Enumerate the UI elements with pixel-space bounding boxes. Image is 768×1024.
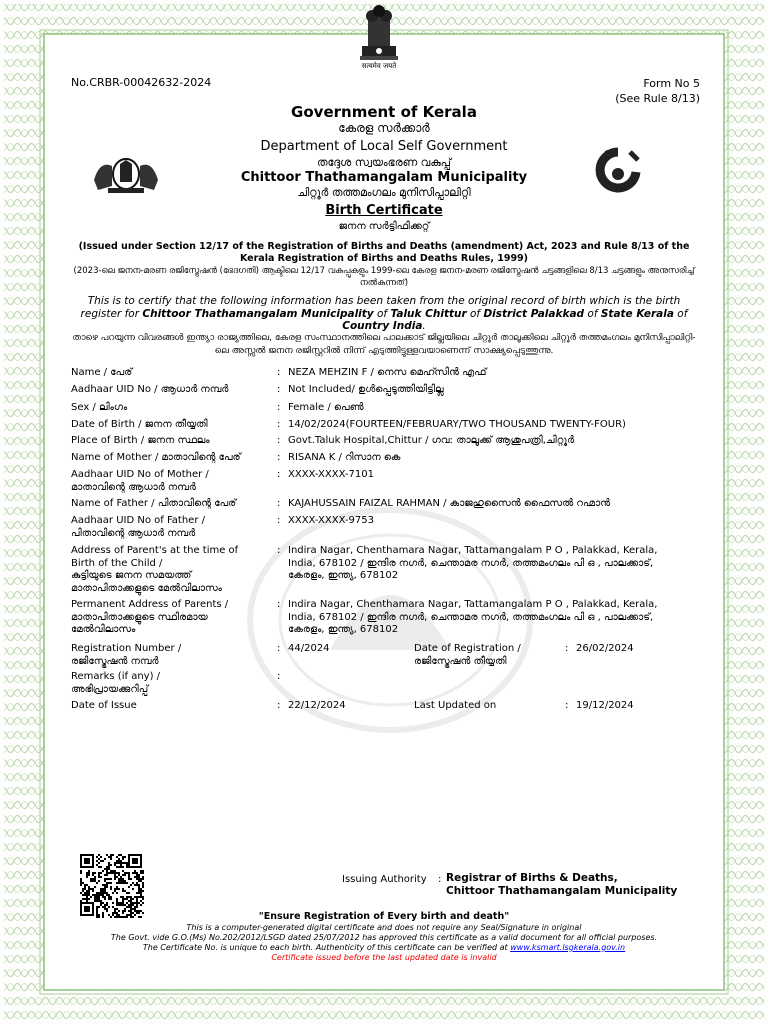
see-rule-text: (See Rule 8/13) <box>615 92 700 105</box>
municipality-title-ml: ചിറ്റൂർ തത്തമംഗലം മുനിസിപ്പാലിറ്റി <box>297 186 471 199</box>
field-label: Remarks (if any) / <box>71 671 161 682</box>
emblem-motto: सत्यमेव जयते <box>361 62 397 70</box>
certify-of: of <box>466 307 484 320</box>
field-label-ml: മാതാപിതാക്കളുടെ സ്ഥിരമായ <box>71 611 208 623</box>
invalid-warning: Certificate issued before the last updated date is invalid <box>271 953 497 962</box>
field-label: Date of Birth / ജനന തീയ്യതി <box>71 419 208 430</box>
certify-of: of <box>673 307 688 320</box>
last-updated-date: 19/12/2024 <box>576 700 634 711</box>
field-label-ml: അഭിപ്രായക്കുറിപ്പ് <box>71 683 149 695</box>
certify-end: . <box>422 320 426 332</box>
issued-under-text: (Issued under Section 12/17 of the Registration of Births and Deaths (amendment) Act, 2023 and Rule 8/13 of the Kerala Registration of Births and Deaths Rules, 1999) <box>78 241 690 264</box>
address-permanent-line: കേരളം, ഇന്ത്യ, 678102 <box>288 624 399 635</box>
child-aadhaar: Not Included/ ഉൾപ്പെടുത്തിയിട്ടില്ല <box>288 384 444 395</box>
mother-aadhaar: XXXX-XXXX-7101 <box>288 469 374 480</box>
certify-text: This is to certify that the following information has been taken from the original record of birth which is the birth register for <box>80 295 681 320</box>
municipality-title: Chittoor Thathamangalam Municipality <box>240 170 528 185</box>
form-no-text: Form No 5 <box>643 77 700 90</box>
field-label: Aadhaar UID No / ആധാർ നമ്പർ <box>71 384 229 395</box>
issued-under-text-ml: (2023-ലെ ജനന-മരണ രജിസ്ട്രേഷൻ (ഭേദഗതി) ആക്ടിലെ 12/17 വകുപ്പുകളും 1999-ലെ കേരള ജനന-മരണ രജിസ്ട്രേഷൻ ചട്ടങ്ങളിലെ 8/13 ചട്ടങ്ങളും അനുസരിച്ച് നൽകുന്നത്) <box>73 266 695 288</box>
certificate-number: No.CRBR-00042632-2024 <box>71 76 212 89</box>
child-sex: Female / പെൺ <box>288 402 364 413</box>
father-aadhaar: XXXX-XXXX-9753 <box>288 515 374 526</box>
government-title-ml: കേരള സർക്കാർ <box>338 121 430 135</box>
registration-number: 44/2024 <box>288 643 330 654</box>
qr-code-icon[interactable] <box>80 854 144 918</box>
address-permanent-line: India, 678102 / ഇന്ദിര നഗർ, ചെന്താമര നഗർ, തത്തമംഗലം പി ഒ , പാലക്കാട്, <box>288 611 654 623</box>
field-label: Registration Number / <box>71 643 182 654</box>
mother-name: RISANA K / റിസാന കെ <box>288 452 401 463</box>
field-label-ml: മേൽവിലാസം <box>71 624 136 635</box>
field-label: Aadhaar UID No of Father / <box>71 515 205 526</box>
field-label: Name / പേര് <box>71 367 133 378</box>
certificate-page: सत्यमेव जयते No.CRBR-00042632-2024 Form No 5 (See Rule 8/13) Government of Kerala കേരള സർക്കാർ Department of Local Self Government തദ്ദേശ സ്വയംഭരണ വകുപ്പ് Chittoor Thathamangalam Municipality ചിറ്റൂർ തത്തമംഗലം മുനിസിപ്പാലിറ്റി Birth Certificate ജനന സർട്ടിഫിക്കറ്റ് (Issued under Section 12/17 of the Registration of Births and Deaths (amendment) Act, 2023 and Rule 8/13 of the Kerala Registration of Births and Deaths Rules, 1999) (2023-ലെ ജനന-മരണ രജിസ്ട്രേഷൻ (ഭേദഗതി) ആക്ടിലെ 12/17 വകുപ്പുകളും 1999-ലെ കേരള ജനന-മരണ രജിസ്ട്രേഷൻ ചട്ടങ്ങളിലെ 8/13 ചട്ടങ്ങളും അനുസരിച്ച് നൽകുന്നത്) This is to certify that the following information has been taken from the original record of birth which is the birth register for Chittoor Thathamangalam Municipality of Taluk Chittur of District Palakkad of State Kerala of Country India. താഴെ പറയുന്ന വിവരങ്ങൾ ഇന്ത്യാ രാജ്യത്തിലെ, കേരള സംസ്ഥാനത്തിലെ പാലക്കാട് ജില്ലയിലെ ചിറ്റൂർ താലൂക്കിലെ ചിറ്റൂർ തത്തമംഗലം മുനിസിപ്പാലിറ്റി-ലെ അസ്സൽ ജനന രജിസ്റ്ററിൽ നിന്ന് എടുത്തിട്ടുള്ളവയാണെന്ന് സാക്ഷ്യപ്പെടുത്തുന്നു. Name / പേര് : NEZA MEHZIN F / നെസ മെഹ്സിൻ എഫ് Aadhaar UID No / ആധാർ നമ്പർ : Not Included/ ഉൾപ്പെടുത്തിയിട്ടില്ല Sex / ലിംഗം : Female / പെൺ Date of Birth / ജനന തീയ്യതി : 14/02/2024(FOURTEEN/FEBRUARY/TWO THOUSAND TWENTY-FOUR) Place of Birth / ജനന സ്ഥലം : Govt.Taluk Hospital,Chittur / ഗവ: താലൂക്ക് ആശുപത്രി,ചിറ്റൂർ Name of Mother / മാതാവിന്റെ പേര് : RISANA K / റിസാന കെ Aadhaar UID No of Mother / മാതാവിന്റെ ആധാർ നമ്പർ : XXXX-XXXX-7101 Name of Father / പിതാവിന്റെ പേര് : KAJAHUSSAIN FAIZAL RAHMAN / കാജഹുസൈൻ ഫൈസൽ റഹ്മാൻ Aadhaar UID No of Father / പിതാവിന്റെ ആധാർ നമ്പർ : XXXX-XXXX-9753 Address of Parent's at the time of Birth of the Child / കുട്ടിയുടെ ജനന സമയത്ത് മാതാപിതാക്കളുടെ മേൽവിലാസം : Indira Nagar, Chenthamara Nagar, Tattamangalam P O , Palakkad, Kerala, India, 678102 / ഇന്ദിര നഗർ, ചെന്താമര നഗർ, തത്തമംഗലം പി ഒ , പാലക്കാട്, കേരളം, ഇന്ത്യ, 678102 Permanent Address of Parents / മാതാപിതാക്കളുടെ സ്ഥിരമായ മേൽവിലാസം : Indira Nagar, Chenthamara Nagar, Tattamangalam P O , Palakkad, Kerala, India, 678102 / ഇന്ദിര നഗർ, ചെന്താമര നഗർ, തത്തമംഗലം പി ഒ , പാലക്കാട്, കേരളം, ഇന്ത്യ, 678102 Registration Number / രജിസ്ട്രേഷൻ നമ്പർ : 44/2024 Date of Registration / രജിസ്ട്രേഷൻ തീയ്യതി : 26/02/2024 Remarks (if any) / അഭിപ്രായക്കുറിപ്പ് : Date of Issue : 22/12/2024 Last Updated on : 19/12/2024 Issuing Authority : Registrar of Births & Deaths, Chittoor Thathamangalam Municipality "Ensure Registration of Every birth and death" This is a computer-generated digital certificate and does not require any Seal/Signature in original The Govt. vide G.O.(Ms) No.202/2012/LSGD dated 25/07/2012 has approved this certificate as a valid document for all official purposes. The Certificate No. is unique to each birth. Authenticity of this certificate can be verified at www.ksmart.lsgkerala.gov.in Certificate issued before the last updated date is invalid <box>0 0 768 1024</box>
certify-municipality: Chittoor Thathamangalam Municipality <box>142 307 374 320</box>
date-of-issue: 22/12/2024 <box>288 700 346 711</box>
department-title: Department of Local Self Government <box>260 139 508 154</box>
field-label-ml: പിതാവിന്റെ ആധാർ നമ്പർ <box>71 527 196 539</box>
field-label: Name of Mother / മാതാവിന്റെ പേര് <box>71 452 241 463</box>
field-label-ml: മാതാവിന്റെ ആധാർ നമ്പർ <box>71 481 196 493</box>
field-label: Place of Birth / ജനന സ്ഥലം <box>71 435 210 446</box>
field-label: Aadhaar UID No of Mother / <box>71 469 209 480</box>
government-title: Government of Kerala <box>291 103 477 121</box>
field-label: Last Updated on <box>414 700 497 711</box>
registrar-line: Registrar of Births & Deaths, <box>446 872 618 884</box>
field-label-ml: മാതാപിതാക്കളുടെ മേൽവിലാസം <box>71 582 222 594</box>
issuing-authority-label: Issuing Authority <box>342 874 427 885</box>
certify-taluk: Taluk Chittur <box>390 307 467 320</box>
certify-statement-ml: താഴെ പറയുന്ന വിവരങ്ങൾ ഇന്ത്യാ രാജ്യത്തിലെ, കേരള സംസ്ഥാനത്തിലെ പാലക്കാട് ജില്ലയിലെ ചിറ്റൂർ താലൂക്കിലെ ചിറ്റൂർ തത്തമംഗലം മുനിസിപ്പാലിറ്റി-ലെ അസ്സൽ ജനന രജിസ്റ്ററിൽ നിന്ന് എടുത്തിട്ടുള്ളവയാണെന്ന് സാക്ഷ്യപ്പെടുത്തുന്നു. <box>72 333 696 356</box>
address-permanent-line: Indira Nagar, Chenthamara Nagar, Tattamangalam P O , Palakkad, Kerala, <box>288 599 658 610</box>
footer-slogan: "Ensure Registration of Every birth and death" <box>258 911 510 922</box>
certificate-title-ml: ജനന സർട്ടിഫിക്കറ്റ് <box>338 221 430 232</box>
footer-notes <box>0 923 768 953</box>
footer-note: This is a computer-generated digital certificate and does not require any Seal/Signature in original <box>186 923 582 932</box>
father-name: KAJAHUSSAIN FAIZAL RAHMAN / കാജഹുസൈൻ ഫൈസൽ റഹ്മാൻ <box>288 498 611 509</box>
footer-note: The Certificate No. is unique to each birth. Authenticity of this certificate can be verified at <box>142 943 511 952</box>
registrar-line: Chittoor Thathamangalam Municipality <box>446 885 678 897</box>
field-label-ml: രജിസ്ട്രേഷൻ തീയ്യതി <box>414 655 507 667</box>
certify-statement <box>72 295 696 333</box>
certify-state: State Kerala <box>600 307 674 320</box>
certify-of: of <box>584 307 601 320</box>
field-label: Permanent Address of Parents / <box>71 599 229 610</box>
place-of-birth: Govt.Taluk Hospital,Chittur / ഗവ: താലൂക്ക് ആശുപത്രി,ചിറ്റൂർ <box>288 435 575 446</box>
field-label: Name of Father / പിതാവിന്റെ പേര് <box>71 498 237 509</box>
certify-district: District Palakkad <box>483 307 585 320</box>
registration-date: 26/02/2024 <box>576 643 634 654</box>
certify-of: of <box>373 307 391 320</box>
certificate-title: Birth Certificate <box>325 203 443 218</box>
verify-link[interactable]: www.ksmart.lsgkerala.gov.in <box>510 943 626 952</box>
certify-country: Country India <box>342 320 423 332</box>
address-birth-line: Indira Nagar, Chenthamara Nagar, Tattamangalam P O , Palakkad, Kerala, <box>288 545 658 556</box>
field-label: Birth of the Child / <box>71 557 163 569</box>
field-label-ml: കുട്ടിയുടെ ജനന സമയത്ത് <box>71 570 192 581</box>
footer-note: The Govt. vide G.O.(Ms) No.202/2012/LSGD dated 25/07/2012 has approved this certificate as a valid document for all official purposes. <box>110 933 658 942</box>
address-birth-line: India, 678102 / ഇന്ദിര നഗർ, ചെന്താമര നഗർ, തത്തമംഗലം പി ഒ , പാലക്കാട്, <box>288 557 654 569</box>
child-name: NEZA MEHZIN F / നെസ മെഹ്സിൻ എഫ് <box>288 367 487 378</box>
date-of-birth: 14/02/2024(FOURTEEN/FEBRUARY/TWO THOUSAND TWENTY-FOUR) <box>288 419 626 430</box>
field-label-ml: രജിസ്ട്രേഷൻ നമ്പർ <box>71 655 159 667</box>
field-label: Sex / ലിംഗം <box>71 402 128 413</box>
department-title-ml: തദ്ദേശ സ്വയംഭരണ വകുപ്പ് <box>316 156 452 169</box>
field-label: Date of Registration / <box>414 643 521 654</box>
address-birth-line: കേരളം, ഇന്ത്യ, 678102 <box>288 570 399 581</box>
field-label: Date of Issue <box>71 700 137 711</box>
issuing-authority <box>446 872 677 898</box>
field-label: Address of Parent's at the time of <box>71 545 239 556</box>
form-number <box>615 76 700 106</box>
